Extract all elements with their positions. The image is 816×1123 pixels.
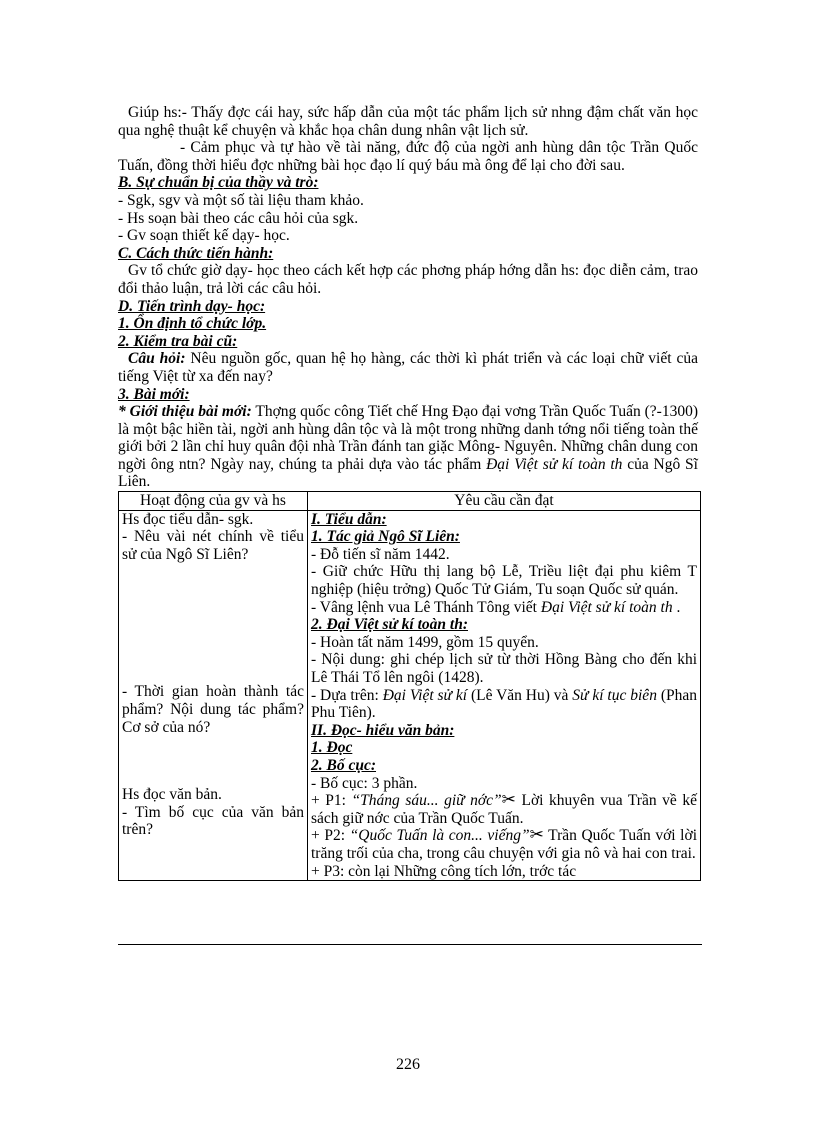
req-part-1 <box>311 792 697 827</box>
intro-book-title: Đại Việt sử kí toàn th <box>486 455 623 473</box>
activity-a1: Hs đọc tiểu dẫn- sgk. <box>122 510 254 528</box>
req-text: - Dựa trên: <box>311 686 383 704</box>
activity-b1: - Thời gian hoàn thành tác phẩm? Nội dung tác phẩm? Cơ sở của nó? <box>122 683 304 736</box>
req-text: + P2: <box>311 827 350 845</box>
req-text: . <box>672 598 681 616</box>
question-label: Câu hỏi: <box>128 350 186 368</box>
spacer <box>122 563 304 683</box>
activity-c2: - Tìm bố cục của văn bản trên? <box>122 803 304 839</box>
req-book-title: Sử kí tục biên <box>572 686 657 704</box>
intro-paragraph <box>118 403 698 491</box>
req-item: - Nội dung: ghi chép lịch sử từ thời Hồng Bàng cho đến khi Lê Thái Tổ lên ngôi (1428). <box>311 651 697 686</box>
section-b-item: - Hs soạn bài theo các câu hỏi của sgk. <box>118 209 359 227</box>
goal-paragraph-1: Giúp hs:- Thấy đợc cái hay, sức hấp dẫn của một tác phẩm lịch sử nhng đậm chất văn học qua nghệ thuật kể chuyện và khắc họa chân dung nhân vật lịch sử. <box>118 104 698 139</box>
req-quote: “Tháng sáu... giữ nớc” <box>351 792 502 810</box>
req-text: - Vâng lệnh vua Lê Thánh Tông viết <box>311 598 541 616</box>
intro-text: Thợng quốc công Tiết chế Hng Đạo đại vơng Trần Quốc Tuấn (?-1300) là một bậc hiền tài, ngời anh hùng dân tộc và là một trong những danh tớng nổi tiếng toàn thế giới bởi 2 lần chỉ huy quân đội nhà Trần đánh tan giặc Mông- Nguyên. Những chân dung con ngời ông ntn? Ngày nay, chúng ta phải dựa vào tác phẩm <box>118 403 698 473</box>
req-text: (Lê Văn Hu) và <box>467 686 573 704</box>
section-d-title: D. Tiến trình dạy- học: <box>118 297 266 315</box>
goal-paragraph-2: - Cảm phục và tự hào về tài năng, đức độ của ngời anh hùng dân tộc Trần Quốc Tuấn, đồng thời hiểu đợc những bài học đạo lí quý báu mà ông để lại cho đời sau. <box>118 139 698 174</box>
req-text: + P1: <box>311 792 352 810</box>
activity-a2: - Nêu vài nét chính về tiểu sử của Ngô Sĩ Liên? <box>122 528 304 563</box>
spacer <box>122 736 304 786</box>
req-text: (Phan Phu Tiên). <box>311 686 697 722</box>
section-b-item: - Gv soạn thiết kế dạy- học. <box>118 227 290 245</box>
scissors-icon: ✂ <box>501 790 516 810</box>
page-number: 226 <box>396 1056 420 1073</box>
document-body <box>118 104 698 945</box>
req-text: + P3: còn lại Những công tích lớn, trớc tác <box>311 862 577 880</box>
question-text: Nêu nguồn gốc, quan hệ họ hàng, các thời kì phát triển và các loại chữ viết của tiếng Việt từ xa đến nay? <box>118 350 698 385</box>
intro-label: * Giới thiệu bài mới: <box>118 403 252 421</box>
scissors-icon: ✂ <box>529 825 544 845</box>
section-c-title: C. Cách thức tiến hành: <box>118 244 274 262</box>
req-item: - Giữ chức Hữu thị lang bộ Lễ, Triều liệt đại phu kiêm T nghiệp (hiệu trởng) Quốc Tử Giám, Tu soạn Quốc sử quán. <box>311 563 697 599</box>
step-2-title: 2. Kiểm tra bài cũ: <box>118 332 238 350</box>
header-requirement: Yêu cầu cần đạt <box>308 492 701 511</box>
lesson-table <box>118 491 701 881</box>
table-row <box>119 510 701 880</box>
req-item <box>311 599 697 617</box>
req-heading-I2: 2. Đại Việt sử kí toàn th: <box>311 616 468 634</box>
requirement-cell <box>308 510 701 880</box>
activity-cell <box>119 510 308 880</box>
req-heading-II1: 1. Đọc <box>311 739 353 757</box>
header-activity: Hoạt động của gv và hs <box>119 492 308 511</box>
req-quote: “Quốc Tuấn là con... viếng” <box>349 827 530 845</box>
req-heading-I: I. Tiểu dẫn: <box>311 510 387 528</box>
req-item <box>311 687 697 722</box>
step-1-title: 1. Ổn định tổ chức lớp. <box>118 315 267 333</box>
req-text: Trần Quốc Tuấn với lời trăng trối của cha, trong câu chuyện với gia nô và hai con trai. <box>311 827 697 862</box>
req-item: - Hoàn tất năm 1499, gồm 15 quyển. <box>311 633 539 651</box>
section-b-title: B. Sự chuẩn bị của thầy và trò: <box>118 174 319 192</box>
activity-c1: Hs đọc văn bản. <box>122 786 222 804</box>
lesson-table-wrapper <box>118 491 702 945</box>
req-heading-I1: 1. Tác giả Ngô Sĩ Liên: <box>311 528 460 546</box>
req-part-3 <box>311 863 697 881</box>
req-heading-II: II. Đọc- hiểu văn bản: <box>311 721 455 739</box>
table-header-row <box>119 492 701 511</box>
req-heading-II2: 2. Bố cục: <box>311 756 377 774</box>
intro-end: của Ngô Sĩ Liên. <box>118 455 698 491</box>
req-book-title: Đại Việt sử kí <box>382 686 468 704</box>
section-c-text: Gv tổ chức giờ dạy- học theo cách kết hợp các phơng pháp hớng dẫn hs: đọc diễn cảm, trao đổi thảo luận, trả lời các câu hỏi. <box>118 262 698 297</box>
req-text: Lời khuyên vua Trần về kế sách giữ nớc của Trần Quốc Tuấn. <box>311 792 697 827</box>
section-b-item: - Sgk, sgv và một số tài liệu tham khảo. <box>118 191 364 209</box>
step-3-title: 3. Bài mới: <box>118 385 190 403</box>
req-book-title: Đại Việt sử kí toàn th <box>540 598 673 616</box>
req-item: - Đỗ tiến sĩ năm 1442. <box>311 545 450 563</box>
req-part-2 <box>311 827 697 862</box>
req-item: - Bố cục: 3 phần. <box>311 774 418 792</box>
question-paragraph <box>118 350 698 385</box>
